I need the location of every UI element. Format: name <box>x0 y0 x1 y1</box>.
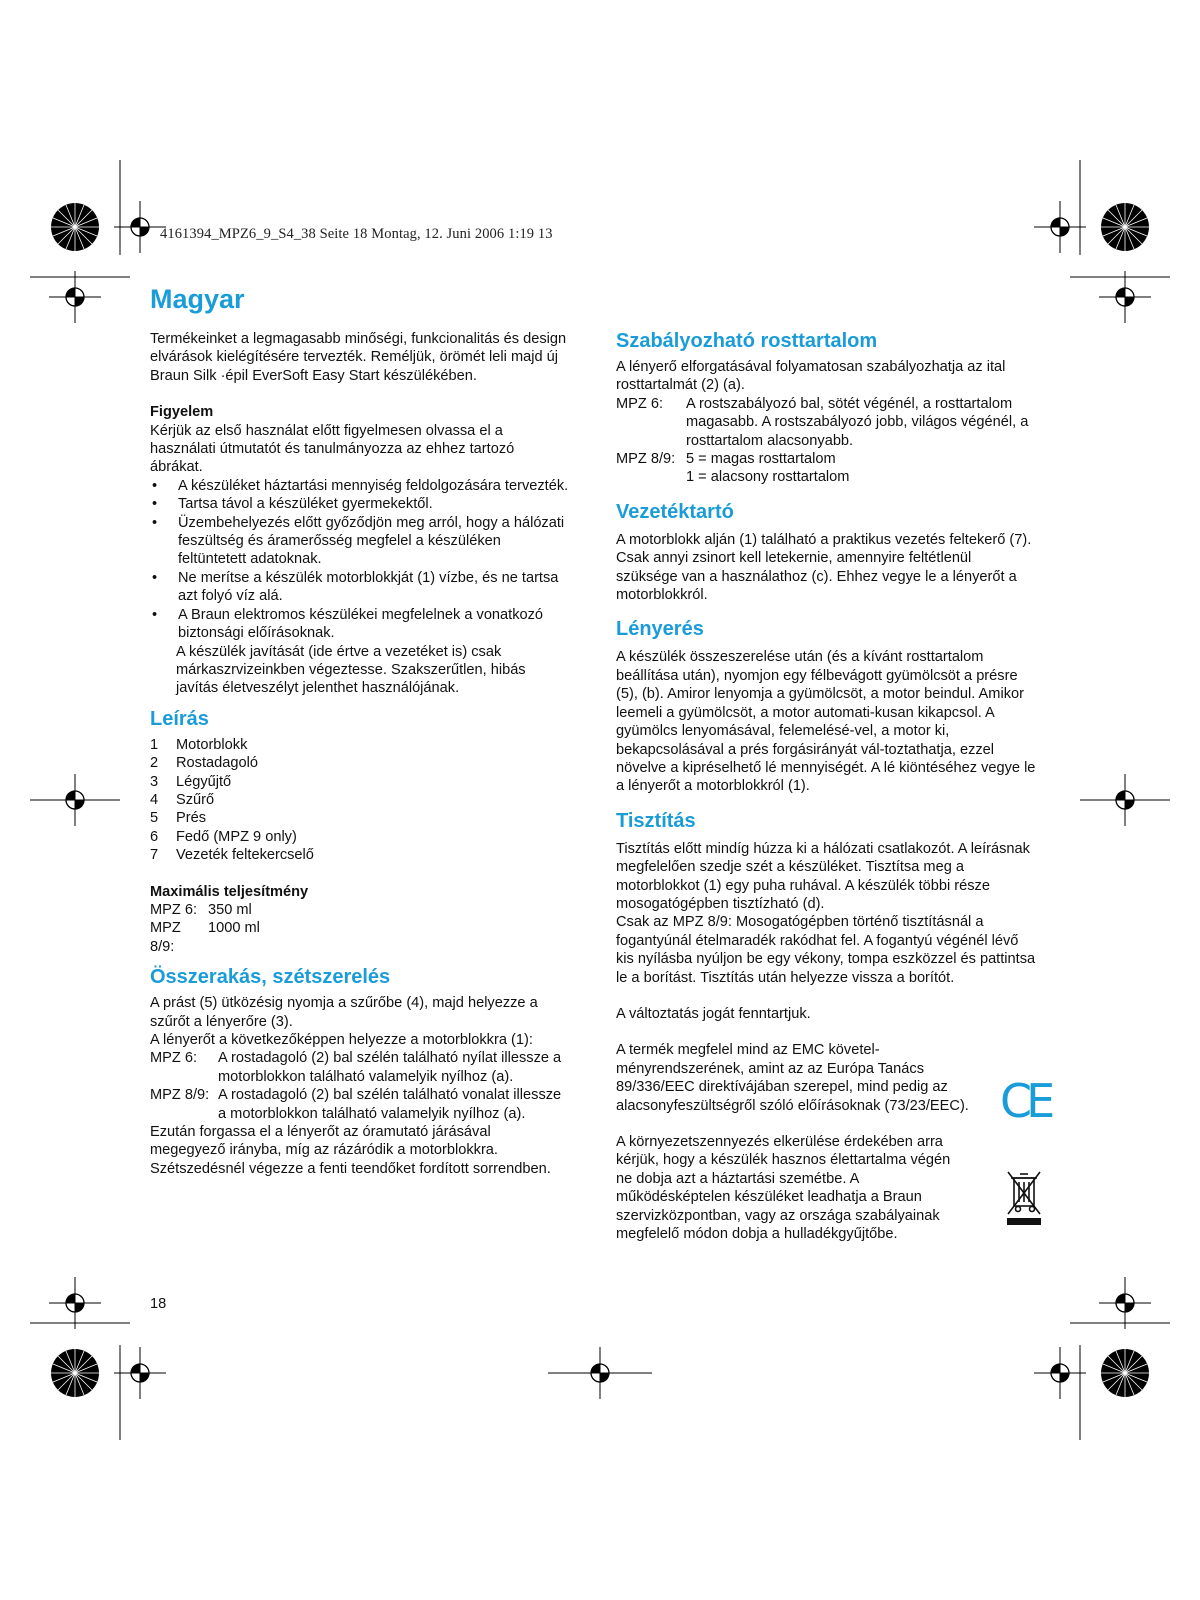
list-item: 1 = alacsony rosttartalom <box>686 469 850 486</box>
page-number: 18 <box>150 1296 167 1312</box>
right-column <box>616 328 1036 1243</box>
print-slug: 4161394_MPZ6_9_S4_38 Seite 18 Montag, 12. Juni 2006 1:19 13 <box>160 226 553 242</box>
osszerakas-p2: A lényerőt a következőképpen helyezze a motorblokkra (1): <box>150 1032 533 1048</box>
list-item: 5 Prés <box>150 810 207 827</box>
osszerakas-p3: Ezután forgassa el a lényerőt az óramutató járásával megegyező irányba, míg az rázáródik a motorblokkra. Szétszedésnél végezze a fenti teendőket fordított sorrendben. <box>150 1124 551 1177</box>
left-column <box>150 330 570 1178</box>
emc-paragraph: A termék megfelel mind az EMC követel-ményrendszerének, amint az az Európa Tanács 89/336/EEC direktívájában szerepel, mind pedig az alacsonyfeszültségről szóló előírásoknak (73/23/EEC). <box>616 1042 969 1114</box>
list-item: 6 Fedő (MPZ 9 only) <box>150 828 297 845</box>
list-item: MPZ 8/9: A rostadagoló (2) bal szélén található vonalat illessze a motorblokkon található valamelyik nyílhoz (a). <box>150 1087 562 1122</box>
list-item: 1 Motorblokk <box>150 736 248 753</box>
valtoztatas-note: A változtatás jogát fenntartjuk. <box>616 1005 811 1022</box>
lenyeres-heading: Lényerés <box>616 618 704 641</box>
vezetektarto-heading: Vezetéktartó <box>616 500 734 523</box>
osszerakas-p1: A prást (5) ütközésig nyomja a szűrőbe (4), majd helyezze a szűrőt a lényerőre (3). <box>150 995 538 1030</box>
list-item: • A Braun elektromos készülékei megfelelnek a vonatkozó biztonsági előírásoknak. <box>152 606 544 642</box>
szabalyozhato-heading: Szabályozható rosttartalom <box>616 330 878 352</box>
list-item: 3 Légyűjtő <box>150 773 232 790</box>
vezetektarto-p1: A motorblokk alján (1) található a praktikus vezetés feltekerő (7). Csak annyi zsinort kell letekernie, amennyire feltétlenül szüksége van a használathoz (c). Ehhez vegye le a lényerőt a motorblokkról. <box>616 531 1032 604</box>
weee-bin-icon <box>1004 1168 1044 1228</box>
list-item: MPZ 6: A rostadagoló (2) bal szélén található nyílat illessze a motorblokkon található valamelyik nyílhoz (a). <box>150 1050 562 1085</box>
kornyezet-paragraph: A környezetszennyezés elkerülése érdekében arra kérjük, hogy a készülék hasznos élettartalma végén ne dobja azt a háztartási szemétbe. A működésképtelen készüléket leadhatja a Braun szervizközpontban, vagy az országa szabályainak megfelelő módon dobja a hulladékgyűjtőbe. <box>616 1134 951 1243</box>
list-item: • Tartsa távol a készüléket gyermekektől. <box>152 496 433 513</box>
list-item: MPZ 8/9: 5 = magas rosttartalom <box>616 451 836 468</box>
tisztitas-heading: Tisztítás <box>616 809 696 832</box>
figyelem-extra: A készülék javítását (ide értve a vezetéket is) csak márkaszrvizeinkben végeztesse. Szakszerűtlen, hibás javítás életveszélyt jelenthet használójának. <box>176 643 526 697</box>
list-item: MPZ 6: A rostszabályozó bal, sötét végénél, a rosttartalom magasabb. A rostszabályozó jobb, világos végénél, a rosttartalom alacsonyabb. <box>616 395 1029 449</box>
list-item: • A készüléket háztartási mennyiség feldolgozására tervezték. <box>152 477 569 494</box>
leiras-heading: Leírás <box>150 707 209 730</box>
lenyeres-p1: A készülék összeszerelése után (és a kívánt rosttartalom beállítása után), nyomjon egy félbevágott gyümölcsöt a présre (5), (b). Amiror lenyomja a gyümölcsöt, a motor beindul. Amikor leemeli a gyümölcsöt, a motor automati-kusan kikapcsol. A gyümölcs lenyomásával, felemelésé-vel, a motor ki, bekapcsolásával a prés forgásirányát vál-toztathatja, ezzel növelve a kipréselhető lé mennyiségét. A lé kiöntéséhez vegye le a lényerőt a motorblokkról (1). <box>616 649 1036 795</box>
figyelem-heading: Figyelem <box>150 404 214 421</box>
ce-mark-icon: CE <box>1000 1074 1050 1128</box>
intro-paragraph: Termékeinket a legmagasabb minőségi, funkcionalitás és design elvárások kielégítésére tervezték. Reméljük, örömét leli majd új Braun Silk ·épil EverSoft Easy Start készülékében. <box>150 331 567 384</box>
tisztitas-p1: Tisztítás előtt mindíg húzza ki a hálózati csatlakozót. A leírásnak megfelelően szedje szét a készüléket. Tisztítsa meg a motorblokkot (1) egy puha ruhával. A készülék többi része mosogatógépben tisztízható (d). <box>616 840 1030 912</box>
tisztitas-p2: Csak az MPZ 8/9: Mosogatógépben történő tisztításnál a fogantyúnál ételmaradék rakódhat fel. A fogantyú végénél lévő kis nyílásba nyúljon be egy vékony, tompa eszközzel és pattintsa le a borítást. Tisztítás után helyezze vissza a borítót. <box>616 914 1036 986</box>
figyelem-text: Kérjük az első használat előtt figyelmesen olvassa el a használati útmutatót és tanulmányozza az ehhez tartozó ábrákat. <box>150 422 515 476</box>
szabalyozhato-p1: A lényerő elforgatásával folyamatosan szabályozhatja az ital rosttartalmát (2) (a). <box>616 359 1006 394</box>
list-item: 7 Vezeték feltekercselő <box>150 847 314 864</box>
list-item: • Ne merítse a készülék motorblokkját (1) vízbe, és ne tartsa azt folyó víz alá. <box>152 569 559 605</box>
list-item: 2 Rostadagoló <box>150 755 258 772</box>
list-item: MPZ 8/9: 1000 ml <box>150 920 260 955</box>
list-item: MPZ 6: 350 ml <box>150 901 252 918</box>
osszerakas-heading: Összerakás, szétszerelés <box>150 966 391 989</box>
teljesitmeny-heading: Maximális teljesítmény <box>150 883 309 900</box>
page-title: Magyar <box>150 284 245 314</box>
list-item: 4 Szűrő <box>150 791 215 808</box>
list-item: • Üzembehelyezés előtt győződjön meg arról, hogy a hálózati feszültség és áramerősség megfelel a készüléken feltüntetett adatoknak. <box>152 514 565 568</box>
